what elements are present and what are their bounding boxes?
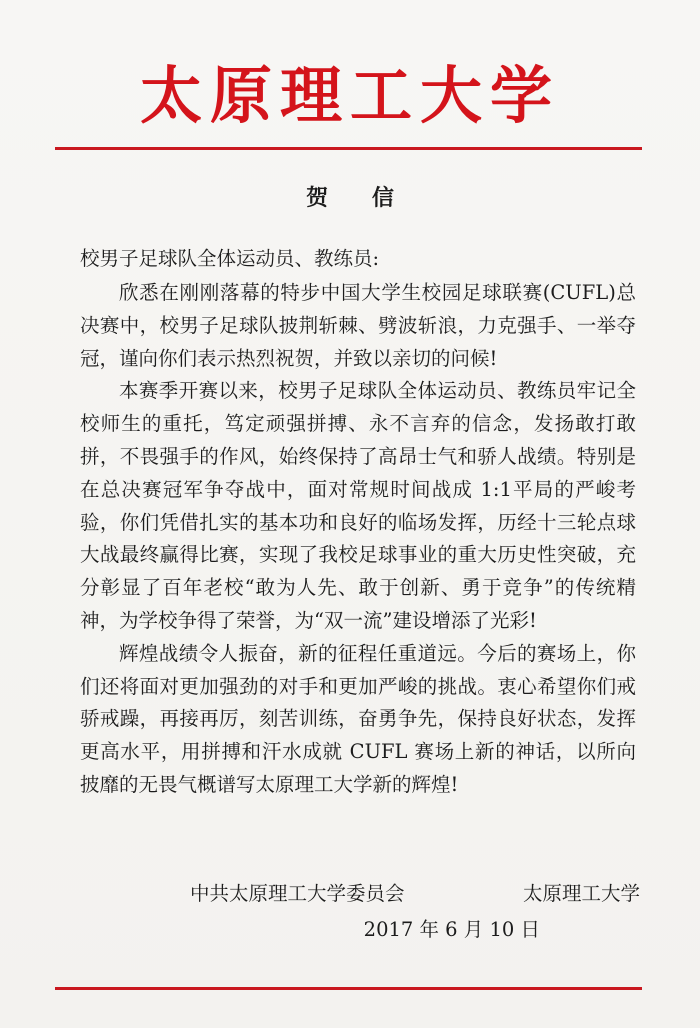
signature-party-committee: 中共太原理工大学委员会 [190, 882, 405, 905]
paragraph-expectations: 辉煌战绩令人振奋，新的征程任重道远。今后的赛场上，你们还将面对更加强劲的对手和更加严峻的挑战。衷心希望你们戒骄戒躁，再接再厉，刻苦训练，奋勇争先，保持良好状态，发挥更高水平，用拼搏和汗水成就 CUFL 赛场上新的神话，以所向披靡的无畏气概谱写太原理工大学新的辉煌! [80, 641, 636, 796]
document-title: 贺 信 [306, 185, 412, 211]
letterhead-title: 太原理工大学 [139, 59, 560, 132]
letter-body [80, 277, 636, 802]
salutation: 校男子足球队全体运动员、教练员: [80, 247, 380, 270]
signature-university: 太原理工大学 [522, 882, 640, 905]
footer-divider [55, 987, 642, 990]
paragraph-congratulation: 欣悉在刚刚落幕的特步中国大学生校园足球联赛(CUFL)总决赛中，校男子足球队披荆斩棘、劈波斩浪，力克强手、一举夺冠，谨向你们表示热烈祝贺，并致以亲切的问候! [80, 281, 636, 370]
signature-date: 2017 年 6 月 10 日 [363, 918, 540, 941]
paragraph-season-review: 本赛季开赛以来，校男子足球队全体运动员、教练员牢记全校师生的重托，笃定顽强拼搏、永不言弃的信念，发扬敢打敢拼，不畏强手的作风，始终保持了高昂士气和骄人战绩。特别是在总决赛冠军争夺战中，面对常规时间战成 1:1平局的严峻考验，你们凭借扎实的基本功和良好的临场发挥，历经十三轮点球大战最终赢得比赛，实现了我校足球事业的重大历史性突破，充分彰显了百年老校“敢为人先、敢于创新、勇于竞争”的传统精神，为学校争得了荣誉，为“双一流”建设增添了光彩! [80, 379, 636, 632]
letterhead-divider [55, 147, 642, 150]
signature-block [190, 878, 640, 946]
signature-issuers [190, 878, 640, 910]
